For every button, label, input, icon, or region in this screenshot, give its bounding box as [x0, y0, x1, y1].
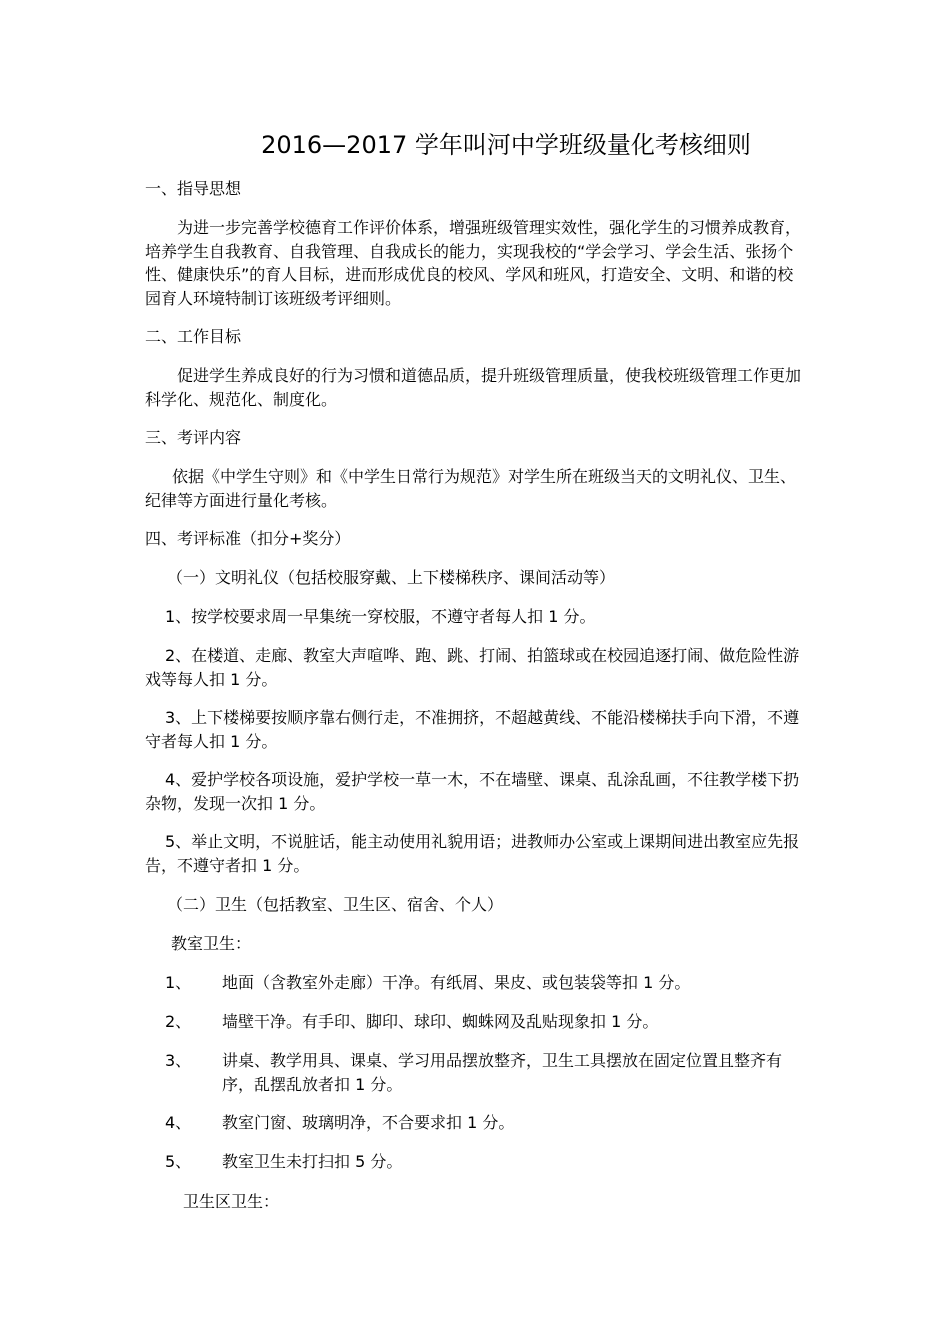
list-item-number: 1、: [165, 973, 192, 992]
list-item-text: 墙壁干净。有手印、脚印、球印、蜘蛛网及乱贴现象扣 1 分。: [222, 1012, 659, 1031]
document-title: 2016—2017 学年叫河中学班级量化考核细则: [261, 131, 751, 159]
list-item-text: 地面（含教室外走廊）干净。有纸屑、果皮、或包装袋等扣 1 分。: [222, 973, 691, 992]
section-heading-guiding-ideas: 一、指导思想: [145, 179, 242, 198]
section-heading-work-goals: 二、工作目标: [145, 327, 242, 346]
list-item-number: 5、: [165, 1152, 192, 1171]
rule-item: 4、爱护学校各项设施，爱护学校一草一木，不在墙壁、课桌、乱涂乱画，不往教学楼下扔杂物，发现一次扣 1 分。: [145, 770, 800, 813]
rule-item: 2、在楼道、走廊、教室大声喧哗、跑、跳、打闹、拍篮球或在校园追逐打闹、做危险性游戏等每人扣 1 分。: [145, 646, 800, 689]
list-item-number: 4、: [165, 1113, 192, 1132]
list-item-text: 讲桌、教学用具、课桌、学习用品摆放整齐，卫生工具摆放在固定位置且整齐有序，乱摆乱放者扣 1 分。: [222, 1051, 783, 1094]
list-item-text: 教室门窗、玻璃明净，不合要求扣 1 分。: [222, 1113, 515, 1132]
section-heading-evaluation-content: 三、考评内容: [145, 428, 242, 447]
section-body-work-goals: 促进学生养成良好的行为习惯和道德品质，提升班级管理质量，使我校班级管理工作更加科学化、规范化、制度化。: [145, 366, 802, 409]
subsection-etiquette: （一）文明礼仪（包括校服穿戴、上下楼梯秩序、课间活动等）: [167, 568, 616, 587]
area-hygiene-label: 卫生区卫生：: [183, 1192, 280, 1211]
rule-item: 5、举止文明，不说脏话，能主动使用礼貌用语；进教师办公室或上课期间进出教室应先报告，不遵守者扣 1 分。: [145, 832, 800, 875]
section-body-evaluation-content: 依据《中学生守则》和《中学生日常行为规范》对学生所在班级当天的文明礼仪、卫生、纪律等方面进行量化考核。: [145, 467, 797, 510]
rule-item: 3、上下楼梯要按顺序靠右侧行走，不准拥挤，不超越黄线、不能沿楼梯扶手向下滑，不遵守者每人扣 1 分。: [145, 708, 800, 751]
subsection-hygiene: （二）卫生（包括教室、卫生区、宿舍、个人）: [167, 895, 504, 914]
section-body-guiding-ideas: 为进一步完善学校德育工作评价体系，增强班级管理实效性，强化学生的习惯养成教育，培养学生自我教育、自我管理、自我成长的能力，实现我校的“学会学习、学会生活、张扬个性、健康快乐”的育人目标，进而形成优良的校风、学风和班风，打造安全、文明、和谐的校园育人环境特制订该班级考评细则。: [145, 218, 802, 308]
section-heading-evaluation-standard: 四、考评标准（扣分+奖分）: [145, 529, 351, 548]
rule-item: 1、按学校要求周一早集统一穿校服，不遵守者每人扣 1 分。: [165, 607, 596, 626]
list-item-number: 3、: [165, 1051, 192, 1070]
classroom-hygiene-label: 教室卫生：: [171, 934, 252, 953]
list-item-number: 2、: [165, 1012, 192, 1031]
list-item-text: 教室卫生未打扫扣 5 分。: [222, 1152, 403, 1171]
